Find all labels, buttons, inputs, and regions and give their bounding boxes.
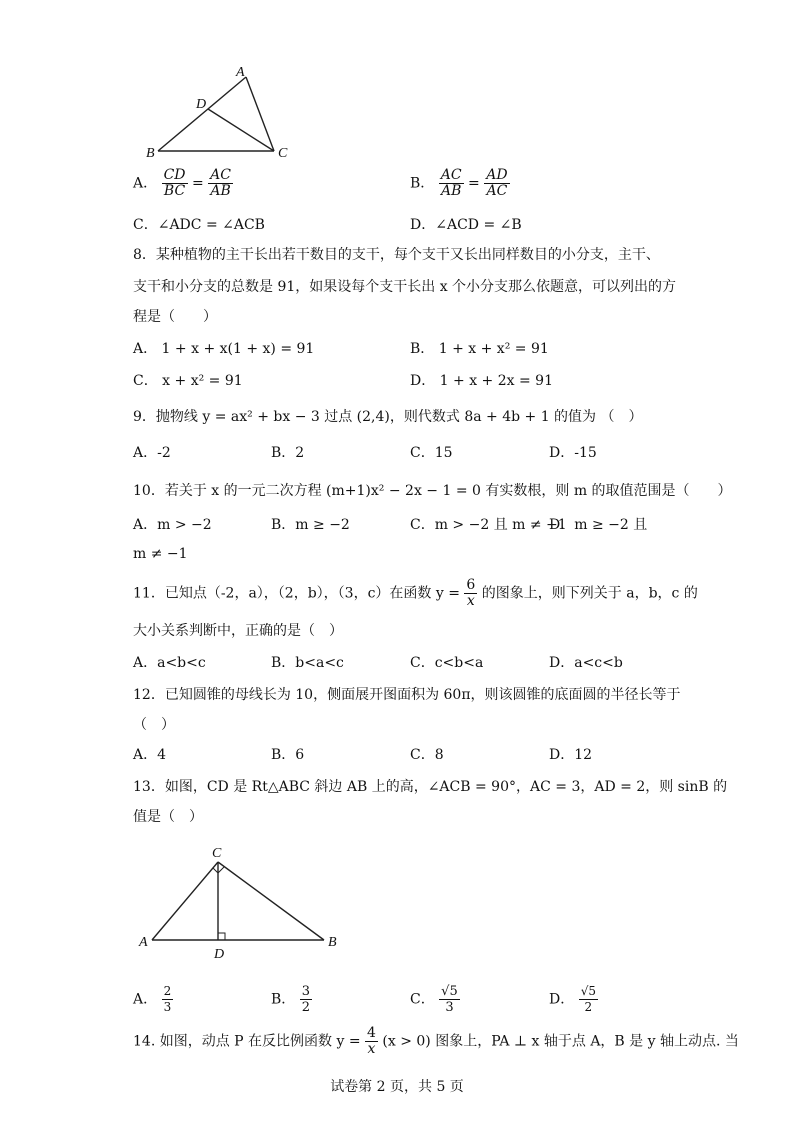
q13-d-fraction: $\frac{√5}{2}$ [580,984,596,1014]
q11-option-c[interactable]: C．c<b<a [410,655,484,671]
q7-b-fraction-2: $\frac{AD}{AC}$ [486,167,508,199]
q13-option-a[interactable]: A． $\frac{2}{3}$ [133,984,172,1014]
figure-triangle-adc [140,62,300,162]
q13-a-fraction: $\frac{2}{3}$ [163,984,172,1014]
q12-option-b[interactable]: B．6 [271,747,305,763]
figure-right-triangle-abc [136,840,346,965]
q8-option-c[interactable]: C． x + x² = 91 [133,373,243,389]
q10-option-b[interactable]: B．m ≥ −2 [271,517,350,533]
q9-option-c[interactable]: C．15 [410,445,453,461]
q11-option-d[interactable]: D．a<c<b [549,655,623,671]
q7-option-b[interactable]: B． $\frac{AC}{AB}$ = $\frac{AD}{AC}$ [410,167,508,199]
q11-option-b[interactable]: B．b<a<c [271,655,344,671]
q7-option-a[interactable]: A． $\frac{CD}{BC}$ = $\frac{AC}{AB}$ [133,167,231,199]
q7-option-d[interactable]: D．∠ACD = ∠B [410,217,522,233]
q11-fraction: $\frac{6}{x}$ [466,577,476,609]
fig1-label-b: B [146,146,155,161]
q8-option-b[interactable]: B． 1 + x + x² = 91 [410,341,549,357]
q13-line-1: 13．如图，CD 是 Rt△ABC 斜边 AB 上的高，∠ACB = 90°，AC = 3，AD = 2，则 sinB 的 [133,779,728,795]
page-footer: 试卷第 2 页，共 5 页 [330,1079,464,1095]
q14-line-1: 14. 如图，动点 P 在反比例函数 y = $\frac{4}{x}$ (x > 0) 图象上，PA ⊥ x 轴于点 A，B 是 y 轴上动点. 当 [133,1025,739,1057]
q9-line-1: 9．抛物线 y = ax² + bx − 3 过点 (2,4)，则代数式 8a + 4b + 1 的值为 （ ） [133,409,643,425]
q11-line-2: 大小关系判断中，正确的是（ ） [133,623,343,639]
fig2-label-b: B [328,935,337,950]
fig1-label-a: A [236,65,245,80]
fig1-label-c: C [278,146,288,161]
q10-option-d-cont: m ≠ −1 [133,546,188,562]
q13-option-b[interactable]: B． $\frac{3}{2}$ [271,984,311,1015]
q13-c-fraction: $\frac{√5}{3}$ [441,984,458,1015]
q7-option-b-label: B． [410,175,435,192]
q8-line-3: 程是（ ） [133,309,217,325]
q7-option-c[interactable]: C．∠ADC = ∠ACB [133,217,265,233]
q10-line-1: 10．若关于 x 的一元二次方程 (m+1)x² − 2x − 1 = 0 有实数根，则 m 的取值范围是（ ） [133,483,732,499]
q7-b-fraction-1: $\frac{AC}{AB}$ [440,167,462,199]
q7-a-fraction-2: $\frac{AC}{AB}$ [210,167,231,199]
q11-option-a[interactable]: A．a<b<c [133,655,206,671]
q13-line-2: 值是（ ） [133,809,203,825]
q10-option-a[interactable]: A．m > −2 [133,517,212,533]
q8-line-2: 支干和小分支的总数是 91，如果设每个支干长出 x 个小分支那么依题意，可以列出的方 [133,279,677,295]
fig1-label-d: D [196,97,207,112]
q10-option-d[interactable]: D．m ≥ −2 且 [549,517,648,533]
q12-option-a[interactable]: A．4 [133,747,167,763]
q9-option-a[interactable]: A．-2 [133,445,171,461]
q7-option-a-label: A． [133,175,158,192]
q9-option-b[interactable]: B．2 [271,445,305,461]
q12-line-1: 12．已知圆锥的母线长为 10，侧面展开图面积为 60π，则该圆锥的底面圆的半径长等于 [133,687,681,703]
q12-option-c[interactable]: C．8 [410,747,444,763]
q9-option-d[interactable]: D．-15 [549,445,597,461]
fig2-label-d: D [214,947,225,962]
q13-option-d[interactable]: D． $\frac{√5}{2}$ [549,984,596,1014]
q13-option-c[interactable]: C． $\frac{√5}{3}$ [410,984,458,1015]
q11-line-1: 11．已知点（-2，a），（2，b），（3，c）在函数 y = $\frac{6}{x}$ 的图象上，则下列关于 a，b，c 的 [133,577,698,609]
q12-line-2: （ ） [133,717,175,733]
q8-option-d[interactable]: D． 1 + x + 2x = 91 [410,373,553,389]
q10-option-c[interactable]: C．m > −2 且 m ≠ −1 [410,517,567,533]
q14-fraction: $\frac{4}{x}$ [367,1025,376,1057]
q12-option-d[interactable]: D．12 [549,747,593,763]
q8-option-a[interactable]: A． 1 + x + x(1 + x) = 91 [133,341,315,357]
q7-a-fraction-1: $\frac{CD}{BC}$ [163,167,186,199]
q13-b-fraction: $\frac{3}{2}$ [301,984,311,1015]
fig2-label-a: A [139,935,148,950]
fig2-label-c: C [212,846,222,861]
q8-line-1: 8．某种植物的主干长出若干数目的支干，每个支干又长出同样数目的小分支，主干、 [133,247,660,263]
